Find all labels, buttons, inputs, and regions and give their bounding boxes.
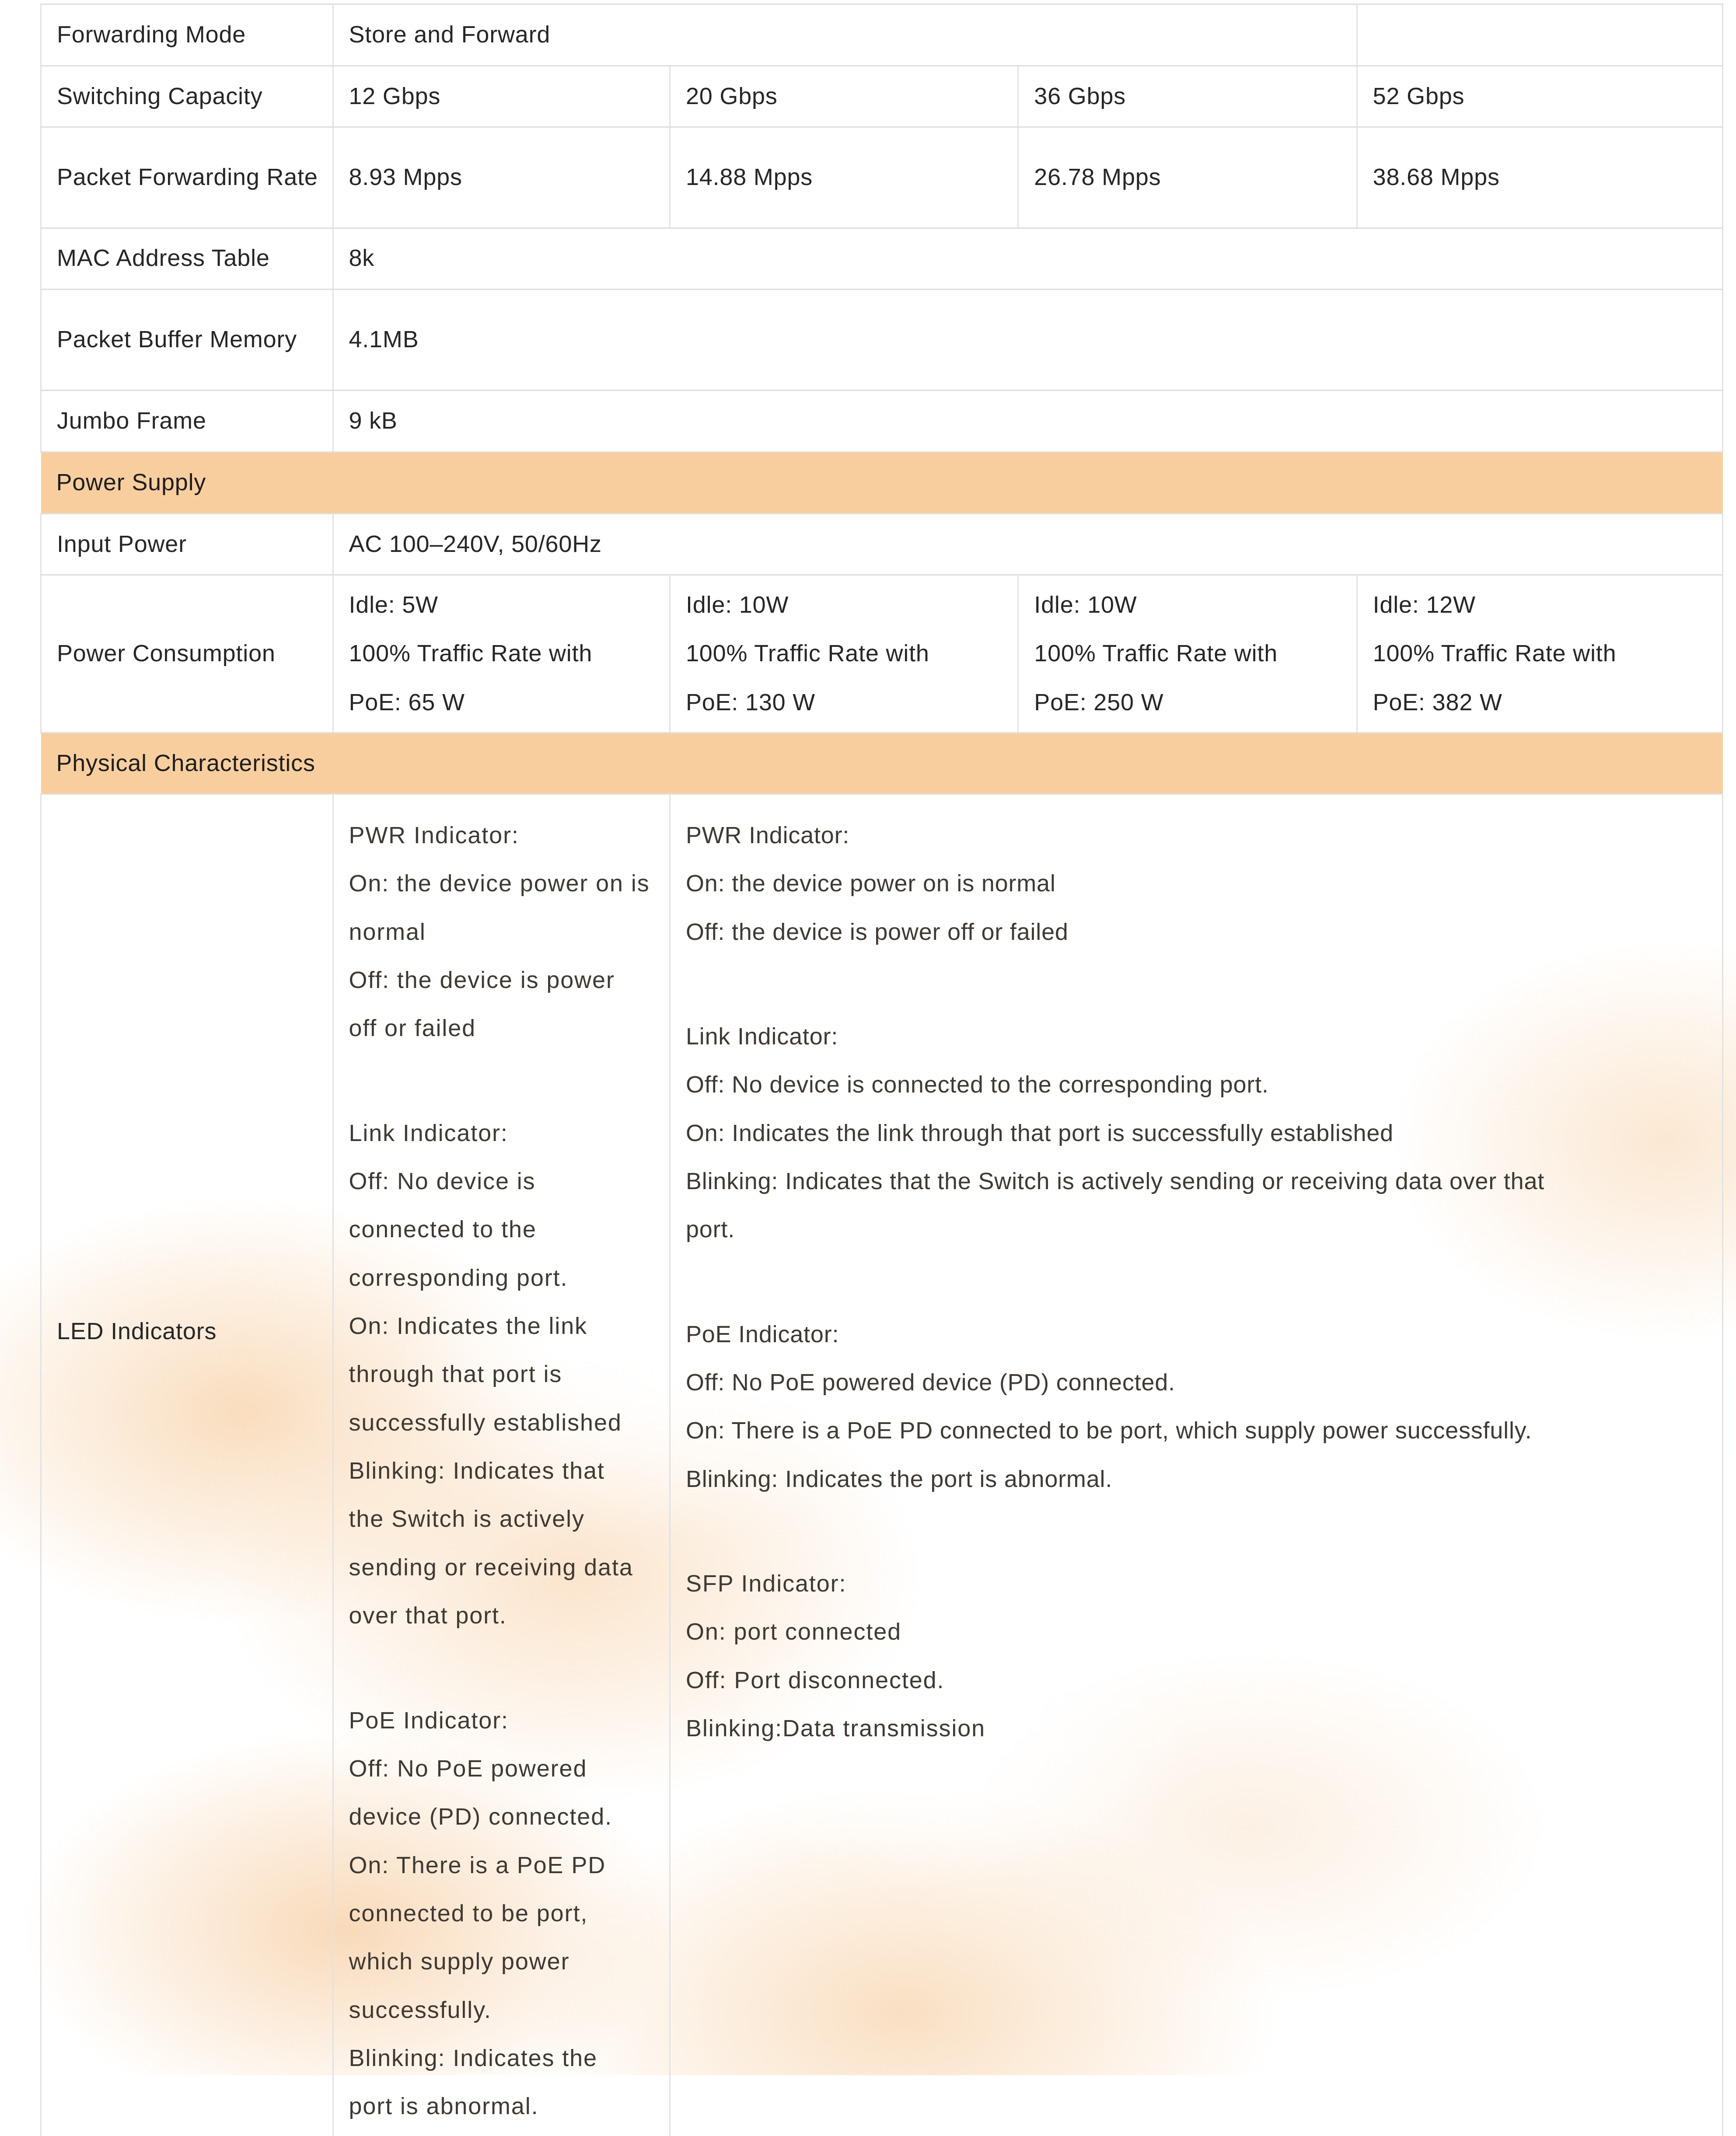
row-packet-buffer-memory — [41, 290, 1723, 391]
led-narrow-line: the Switch is actively — [349, 1506, 585, 1532]
section-power-supply — [41, 452, 1723, 513]
led-narrow-line: connected to be port, — [349, 1900, 588, 1927]
led-wide-line: SFP Indicator: — [685, 1571, 847, 1597]
led-narrow-line: On: There is a PoE PD — [349, 1852, 606, 1878]
led-wide-line: Off: No PoE powered device (PD) connected. — [685, 1369, 1175, 1396]
led-wide-link-block — [686, 1012, 1713, 1254]
led-wide-line: Blinking: Indicates that the Switch is actively sending or receiving data over that — [685, 1168, 1545, 1195]
jumbo-frame-label: Jumbo Frame — [41, 391, 333, 452]
forwarding-mode-label: Forwarding Mode — [41, 4, 333, 66]
input-power-value: AC 100–240V, 50/60Hz — [333, 513, 1722, 575]
power-consumption-2-traffic: 100% Traffic Rate with — [685, 640, 929, 667]
section-physical-characteristics — [41, 733, 1723, 794]
power-consumption-3-traffic: 100% Traffic Rate with — [1034, 640, 1278, 667]
power-consumption-1-poe: PoE: 65 W — [349, 689, 465, 715]
led-narrow-line: Off: No PoE powered — [349, 1755, 587, 1782]
led-wide-line: Blinking: Indicates the port is abnormal. — [685, 1466, 1113, 1492]
led-narrow-line: Link Indicator: — [349, 1120, 508, 1146]
led-wide-line: Off: the device is power off or failed — [685, 918, 1069, 945]
packet-buffer-memory-value: 4.1MB — [333, 290, 1722, 391]
led-wide-line: PWR Indicator: — [685, 822, 850, 849]
led-wide-line: On: There is a PoE PD connected to be port, which supply power successfully. — [685, 1417, 1532, 1444]
packet-buffer-memory-label: Packet Buffer Memory — [41, 290, 333, 391]
packet-forwarding-rate-value-2: 14.88 Mpps — [670, 127, 1018, 228]
row-forwarding-mode — [41, 4, 1723, 66]
power-consumption-4-traffic: 100% Traffic Rate with — [1373, 640, 1617, 667]
row-input-power — [41, 513, 1723, 575]
led-wide-line: Off: No device is connected to the corresponding port. — [685, 1071, 1269, 1098]
led-wide-line: On: Indicates the link through that port is successfully established — [685, 1120, 1394, 1146]
power-consumption-4-idle: Idle: 12W — [1373, 592, 1476, 618]
power-consumption-value-3 — [1018, 575, 1357, 733]
led-narrow-line: On: the device power on is — [349, 870, 650, 897]
forwarding-mode-empty-cell — [1357, 4, 1722, 66]
power-consumption-1-traffic: 100% Traffic Rate with — [349, 640, 593, 667]
packet-forwarding-rate-value-4: 38.68 Mpps — [1357, 127, 1722, 228]
row-packet-forwarding-rate — [41, 127, 1723, 228]
led-narrow-line: normal — [349, 918, 426, 945]
led-indicators-label: LED Indicators — [41, 794, 333, 2136]
switching-capacity-value-4: 52 Gbps — [1357, 66, 1722, 127]
led-wide-line: Link Indicator: — [685, 1023, 838, 1050]
led-narrow-line: connected to the — [349, 1216, 537, 1243]
led-narrow-line: Off: the device is power — [349, 967, 615, 994]
led-narrow-line: through that port is — [349, 1361, 562, 1388]
led-narrow-line: Blinking: Indicates the — [349, 2045, 597, 2071]
row-mac-address-table — [41, 228, 1723, 290]
led-narrow-pwr-block — [349, 811, 660, 1053]
led-indicators-narrow-column — [333, 794, 670, 2136]
packet-forwarding-rate-value-1: 8.93 Mpps — [333, 127, 670, 228]
packet-forwarding-rate-label: Packet Forwarding Rate — [41, 127, 333, 228]
power-consumption-4-poe: PoE: 382 W — [1373, 689, 1502, 715]
led-wide-line: PoE Indicator: — [685, 1321, 839, 1347]
led-narrow-line: which supply power — [349, 1948, 570, 1975]
led-indicators-wide-column — [670, 794, 1723, 2136]
led-narrow-line: over that port. — [349, 1602, 507, 1629]
led-narrow-line: sending or receiving data — [349, 1554, 633, 1581]
led-narrow-line: successfully. — [349, 1996, 492, 2023]
power-consumption-label: Power Consumption — [41, 575, 333, 733]
row-switching-capacity — [41, 66, 1723, 127]
led-narrow-line: successfully established — [349, 1409, 622, 1436]
led-wide-sfp-block — [686, 1560, 1713, 1752]
led-wide-pwr-block — [686, 811, 1713, 956]
power-consumption-3-idle: Idle: 10W — [1034, 592, 1137, 618]
led-narrow-line: off or failed — [349, 1015, 476, 1042]
power-consumption-value-2 — [670, 575, 1018, 733]
led-wide-line: port. — [685, 1216, 735, 1243]
led-narrow-link-block — [349, 1109, 660, 1640]
packet-forwarding-rate-value-3: 26.78 Mpps — [1018, 127, 1357, 228]
section-power-supply-title: Power Supply — [41, 452, 1723, 513]
led-wide-line: On: the device power on is normal — [685, 870, 1056, 897]
mac-address-table-label: MAC Address Table — [41, 228, 333, 290]
led-wide-poe-block — [686, 1310, 1713, 1503]
led-narrow-line: device (PD) connected. — [349, 1804, 612, 1830]
forwarding-mode-value: Store and Forward — [333, 4, 1357, 66]
switching-capacity-value-3: 36 Gbps — [1018, 66, 1357, 127]
led-narrow-line: Blinking: Indicates that — [349, 1458, 605, 1484]
mac-address-table-value: 8k — [333, 228, 1722, 290]
led-narrow-line: port is abnormal. — [349, 2093, 539, 2120]
row-jumbo-frame — [41, 391, 1723, 452]
row-power-consumption — [41, 575, 1723, 733]
led-wide-line: On: port connected — [685, 1619, 902, 1645]
switching-capacity-value-1: 12 Gbps — [333, 66, 670, 127]
power-consumption-3-poe: PoE: 250 W — [1034, 689, 1164, 715]
power-consumption-value-4 — [1357, 575, 1722, 733]
input-power-label: Input Power — [41, 513, 333, 575]
spec-table — [40, 3, 1723, 2136]
switching-capacity-value-2: 20 Gbps — [670, 66, 1018, 127]
led-narrow-poe-block — [349, 1696, 660, 2131]
led-narrow-line: PoE Indicator: — [349, 1707, 509, 1734]
led-narrow-line: PWR Indicator: — [349, 822, 519, 849]
switching-capacity-label: Switching Capacity — [41, 66, 333, 127]
led-narrow-line: Off: No device is — [349, 1168, 536, 1195]
power-consumption-2-poe: PoE: 130 W — [685, 689, 816, 715]
led-narrow-line: On: Indicates the link — [349, 1313, 588, 1340]
led-wide-line: Off: Port disconnected. — [685, 1667, 945, 1693]
power-consumption-2-idle: Idle: 10W — [685, 592, 789, 618]
power-consumption-value-1 — [333, 575, 670, 733]
led-narrow-line: corresponding port. — [349, 1264, 568, 1291]
led-wide-line: Blinking:Data transmission — [685, 1715, 986, 1742]
row-led-indicators — [41, 794, 1723, 2136]
power-consumption-1-idle: Idle: 5W — [349, 592, 438, 618]
jumbo-frame-value: 9 kB — [333, 391, 1722, 452]
section-physical-characteristics-title: Physical Characteristics — [41, 733, 1723, 794]
